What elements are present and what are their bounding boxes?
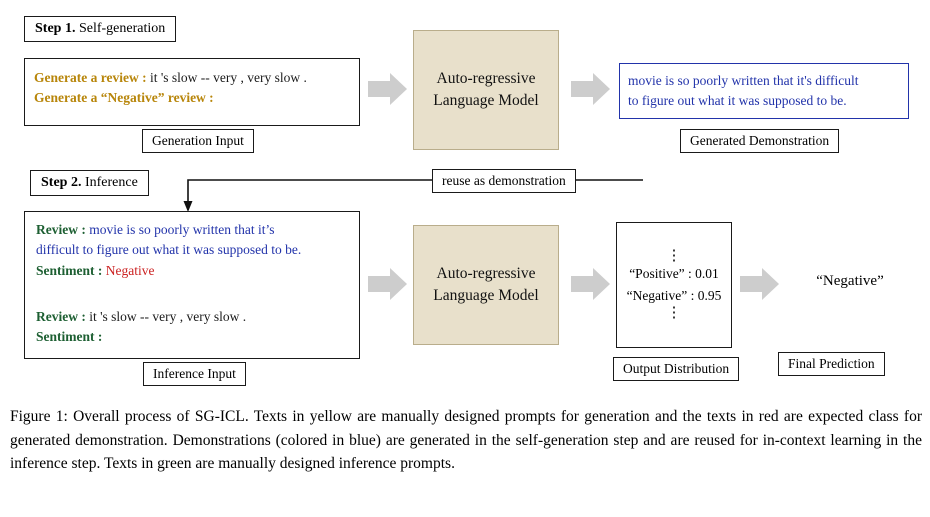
demo-sentiment-value: Negative — [102, 262, 155, 278]
generated-demo-line-1: movie is so poorly written that it's difficult — [628, 73, 859, 88]
distribution-row-negative: “Negative” : 0.95 — [626, 288, 722, 303]
arrow-right-icon — [571, 267, 611, 306]
model-box-step1 — [413, 30, 559, 150]
query-sentiment-key: Sentiment : — [36, 329, 103, 344]
arrow-right-icon — [368, 72, 408, 111]
generation-prompt-text — [34, 68, 354, 109]
arrow-right-glyph — [740, 267, 780, 301]
demo-review-value-1: movie is so poorly written that it’s — [85, 222, 275, 237]
generation-prompt-line-2 — [34, 88, 354, 108]
generated-demonstration-text — [628, 71, 904, 112]
distribution-top-dots: ⋮ — [666, 247, 682, 264]
prompt-spacer — [36, 281, 354, 307]
generation-prompt-1-value: it 's slow -- very , very slow . — [146, 70, 307, 85]
arrow-right-glyph — [571, 72, 611, 106]
model-box-step2-line2: Language Model — [433, 287, 539, 304]
output-distribution-content — [616, 222, 732, 348]
model-box-step2-line1: Auto-regressive — [436, 264, 536, 282]
step1-label — [24, 16, 176, 42]
demo-sentiment-key: Sentiment : — [36, 262, 103, 278]
arrow-right-glyph — [571, 267, 611, 301]
figure-caption: Figure 1: Overall process of SG-ICL. Texts in yellow are manually designed prompts for generation and the texts in red are expected class for generated demonstration. Demonstrations (colored in blue) are generated in the self-generation step and are reused for in-context learning in the inference step. Texts in green are manually designed inference prompts. — [10, 408, 922, 473]
reuse-connector — [180, 150, 650, 212]
distribution-row-positive: “Positive” : 0.01 — [629, 266, 719, 282]
arrow-right-icon — [571, 72, 611, 111]
step2-label — [30, 170, 149, 196]
arrow-right-glyph — [368, 267, 408, 301]
model-box-step1-line2: Language Model — [433, 92, 539, 109]
query-review-value: it 's slow -- very , very slow . — [85, 308, 247, 324]
generated-demonstration-caption: Generated Demonstration — [680, 129, 839, 153]
step2-label-rest: Inference — [81, 175, 138, 190]
demo-review-value-2: difficult to figure out what it was supposed to be. — [36, 242, 302, 258]
demo-review-line — [36, 220, 354, 240]
output-distribution-caption: Output Distribution — [613, 357, 739, 381]
step1-label-rest: Self-generation — [75, 21, 166, 36]
final-prediction-value: “Negative” — [816, 273, 884, 289]
generation-prompt-1-key: Generate a review : — [34, 70, 147, 85]
query-review-key: Review : — [36, 308, 86, 324]
query-review-line — [36, 307, 354, 327]
final-prediction-caption: Final Prediction — [778, 352, 885, 376]
reuse-as-demonstration-label: reuse as demonstration — [432, 169, 576, 193]
step2-label-bold: Step 2. — [41, 175, 82, 190]
generation-prompt-line-1 — [34, 68, 354, 88]
demo-sentiment-line — [36, 261, 354, 281]
model-box-step2 — [413, 225, 559, 345]
inference-prompt-text — [36, 220, 354, 347]
model-box-step1-line1: Auto-regressive — [436, 69, 536, 87]
arrow-right-icon — [368, 267, 408, 306]
generation-prompt-2-key: Generate a “Negative” review : — [34, 90, 214, 106]
arrow-right-glyph — [368, 72, 408, 106]
distribution-bottom-dots: ⋮ — [666, 304, 682, 321]
query-sentiment-line — [36, 327, 354, 347]
step1-label-bold: Step 1. — [35, 21, 76, 36]
generation-input-caption: Generation Input — [142, 129, 254, 153]
arrow-right-icon — [740, 267, 780, 306]
generated-demo-line-2: to figure out what it was supposed to be. — [628, 93, 847, 109]
demo-review-key: Review : — [36, 222, 86, 237]
inference-input-caption: Inference Input — [143, 362, 246, 386]
